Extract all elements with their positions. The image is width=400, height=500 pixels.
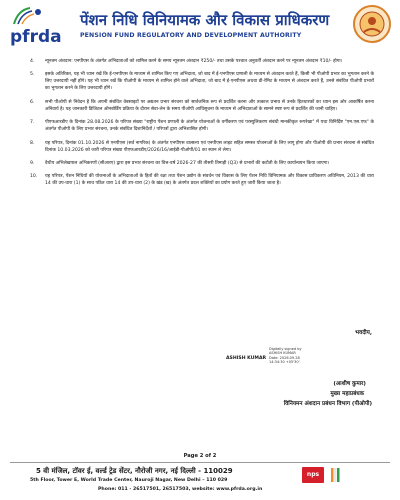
paragraph-5 [30,71,374,92]
letterhead [8,4,392,50]
paragraph-6 [30,99,374,113]
paragraph-4 [30,58,374,65]
circular-body [30,58,374,187]
paragraph-number: 9. [30,160,35,166]
officer-department: विनियमन अंशदान प्रबंधन विभाग (पीओपी) [283,401,372,407]
paragraph-text: इसके अतिरिक्त, यह भी ध्यान रखें कि ई-एनपीएस के माध्यम से शामिल किए गए अभिदाता, जो बाद में ई-एनपीएस प्रणाली के माध्यम से अंशदान करते हैं, किसी भी पीओपी प्रभार का भुगतान करने के लिए उत्तरदायी नहीं होंगे। यह भी ध्यान रखें कि पीओपी के माध्यम से शामिल होने वाले अभिदाता, जो बाद में ई-एनपीएस अथवा डी-रेमिट के माध्यम से अंशदान करते हैं, उनसे संबंधित पीओपी प्रभारों का भुगतान करने के लिए उत्तरदायी होंगे। [45,72,374,92]
paragraph-text: पीएफआरडीए के दिनांक 28.08.2026 के परिपत्र संख्या "राष्ट्रीय पेंशन प्रणाली के अंतर्गत योजनाओं के वर्गीकरण एवं परस्युलिकरण संबंधी मानकीकृत रूपरेखा" में यथा विनिर्दिष्ट "एम.एस.एफ" के अंतर्गत पीओपी के लिए प्रभार संरचना, उनके संबंधित दिशानिर्देशों / परिपत्रों द्वारा अभिशासित होगी। [45,120,374,133]
paragraph-8 [30,140,374,154]
paragraph-number: 4. [30,59,35,64]
organization-title-english: PENSION FUND REGULATORY AND DEVELOPMENT AUTHORITY [80,32,302,39]
closing-salutation: भवदीय, [355,330,372,336]
paragraph-9 [30,160,374,167]
footer-divider [10,462,390,463]
officer-designation: मुख्य महाप्रबंधक [330,391,364,397]
paragraph-text: सभी पीओपी से निवेदन है कि अपनी संबंधित वेबसाइटों पर अद्यतन प्रभार संरचना को सार्वजनिक रूप से प्रदर्शित करना और तत्काल प्रभाव से उनके हितधारकों का ध्यान इस ओर आकर्षित करना अनिवार्य है। यह जानकारी डिजिटल ऑनबोर्डिंग प्रक्रिया के दौरान सेवा-लेन के समय पीओपी आधिसूचना के माध्यम से अभिदाताओं के सामने स्पष्ट रूप से प्रदर्शित की जानी चाहिए। [45,99,374,112]
paragraph-number: 8. [30,140,35,146]
address-english: 5th Floor, Tower E, World Trade Center, Nauroji Nagar, New Delhi – 110 029 [30,478,228,483]
svg-text:pfrda: pfrda [10,27,62,47]
signatory-name: ASHISH KUMAR [226,356,267,361]
paragraph-number: 7. [30,120,35,126]
page-number: Page 2 of 2 [183,453,217,459]
contact-info: Phone: 011 - 26517501, 26517503, website: www.pfrda.org.in [98,487,263,492]
tricolor-mark-icon [330,466,340,484]
signature-block [226,328,376,406]
paragraph-7 [30,119,374,133]
digital-signature-stamp: Digitally signed by ASHISH KUMAR Date: 2026.09.28 14:34:30 +05'30' [269,347,302,364]
officer-name: (आशीष कुमार) [333,381,366,387]
paragraph-text: न्यूनतम अंशदान: एनपीएस के अंतर्गत अभिदाताओं को शामिल करने के समय न्यूनतम अंशदान ₹250/- तथा उसके पश्चात अनुवर्ती अंशदान करने पर न्यूनतम अंशदान ₹10/- होगा। [45,59,343,64]
paragraph-10 [30,173,374,187]
paragraph-number: 10. [30,174,38,180]
paragraph-number: 6. [30,99,35,105]
organization-title-hindi: पेंशन निधि विनियामक और विकास प्राधिकरण [80,11,330,29]
nps-logo-icon: nps [302,467,324,483]
emblem-seal-icon [352,4,392,44]
paragraph-text: यह परिपत्र, पेंशन निधियों की योजनाओं के अभिदाताओं के हितों की रक्षा तथा पेंशन उद्योग के संवर्धन एवं विकास के लिए पेंशन निधि विनियामक और विकास प्राधिकरण अधिनियम, 2013 की धारा 14 की उप-धारा (1) के साथ पठित धारा 14 की उप-धारा (2) के खंड (ख) के अंतर्गत प्रदत्त शक्तियों का प्रयोग करते हुए जारी किया जाता है। [45,174,374,187]
paragraph-text: यह परिपत्र, दिनांक 01.10.2026 से एनपीएस (सर्व नागरिक) के अंतर्गत एनपीएस वात्सल्य एवं एनपीएस लाइट सहित समस्त योजनाओं के लिए लागू होगा और पीओपी की प्रभार संरचना से संबंधित दिनांक 10.03.2026 को जारी परिपत्र संख्या पीएफआरडीए/2026/16/आईडी-पीओपी/01 का स्थान ले लेगा। [45,140,374,153]
azadi-ka-amrit-mahotsav-logo-icon [330,466,388,484]
paragraph-number: 5. [30,72,35,78]
pfrda-logo-icon [8,4,70,48]
address-hindi: 5 वी मंजिल, टॉवर ई, वर्ल्ड ट्रेड सेंटर, नौरोजी नगर, नई दिल्ली - 110029 [36,467,233,475]
paragraph-text: वैधीय अभिलेखपाल अभिकरणों (सीआरए) द्वारा इस प्रभार संरचना का वित्त-वर्ष 2026-27 की तीसरी तिमाही (Q3) से प्रभारों की कटौती के लिए कार्यान्वयन किया जाएगा। [45,160,330,166]
